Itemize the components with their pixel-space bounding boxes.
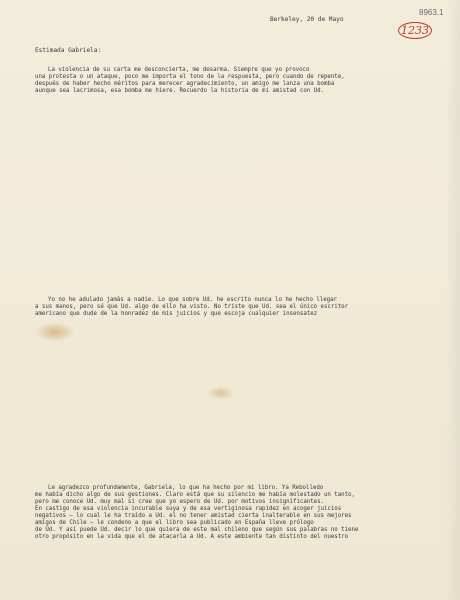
- handwritten-folio-number: 1233: [401, 24, 429, 37]
- letter-line: americano que dude de la honradez de mis juicios y que escoja cualquier insensatez: [35, 311, 318, 317]
- letter-line: Le agradezco profundamente, Gabriela, lo que ha hecho por mi libro. Ya Rebolledo: [48, 485, 324, 491]
- salutation: Estimada Gabriela:: [35, 47, 102, 54]
- letter-line: después de haber hecho méritos para merecer agradecimiento, un amigo me lanza una bomba: [35, 81, 335, 87]
- letter-line: una protesta o un ataque, poco me importa el tono de la respuesta, pero cuando de repente,: [35, 74, 345, 80]
- letter-line: otro propósito en la vida que el de atacarla a Ud. A este ambiente tan distinto del nuestro: [35, 534, 349, 540]
- paper-edge-shadow: [446, 0, 460, 600]
- archive-code: 8963.1: [419, 8, 444, 17]
- date-line: Berkeley, 20 de Mayo: [270, 16, 344, 23]
- letter-line: aunque sea lacrimosa, esa bomba me hiere. Recuerdo la historia de mi amistad con Ud.: [35, 88, 324, 94]
- letter-line: me había dicho algo de sus gestiones. Claro está que su silencio me había molestado un tanto,: [35, 492, 355, 498]
- letter-line: En castigo de esa violencia incurable suya y de esa vertiginosa rapidez en acoger juicios: [35, 506, 342, 512]
- letter-line: Yo no he adulado jamás a nadie. Lo que sobre Ud. he escrito nunca lo he hecho llegar: [48, 297, 337, 303]
- letter-line: negativos — lo cual le ha traído a Ud. el no tener amistad cierta inalterable en sus mejores: [35, 513, 352, 519]
- letter-line: a sus manos, pero sé que Ud. algo de ello ha visto. No triste que Ud. sea el único escritor: [35, 304, 349, 310]
- letter-line: pero me conoce Ud. muy mal si cree que yo espero de Ud. por motivos insignificantes.: [35, 499, 324, 505]
- stain-mark: [35, 322, 75, 342]
- letter-line: La violencia de su carta me desconcierta, me desarma. Siempre que yo provoco: [48, 67, 310, 73]
- letter-line: de Ud. Y así puede Ud. decir lo que quiera de este mal chileno que según sus palabras no tiene: [35, 527, 359, 533]
- letter-line: amigos de Chile — le condeno a que el libro sea publicado en España lleve prólogo: [35, 520, 314, 526]
- stain-mark: [208, 386, 234, 400]
